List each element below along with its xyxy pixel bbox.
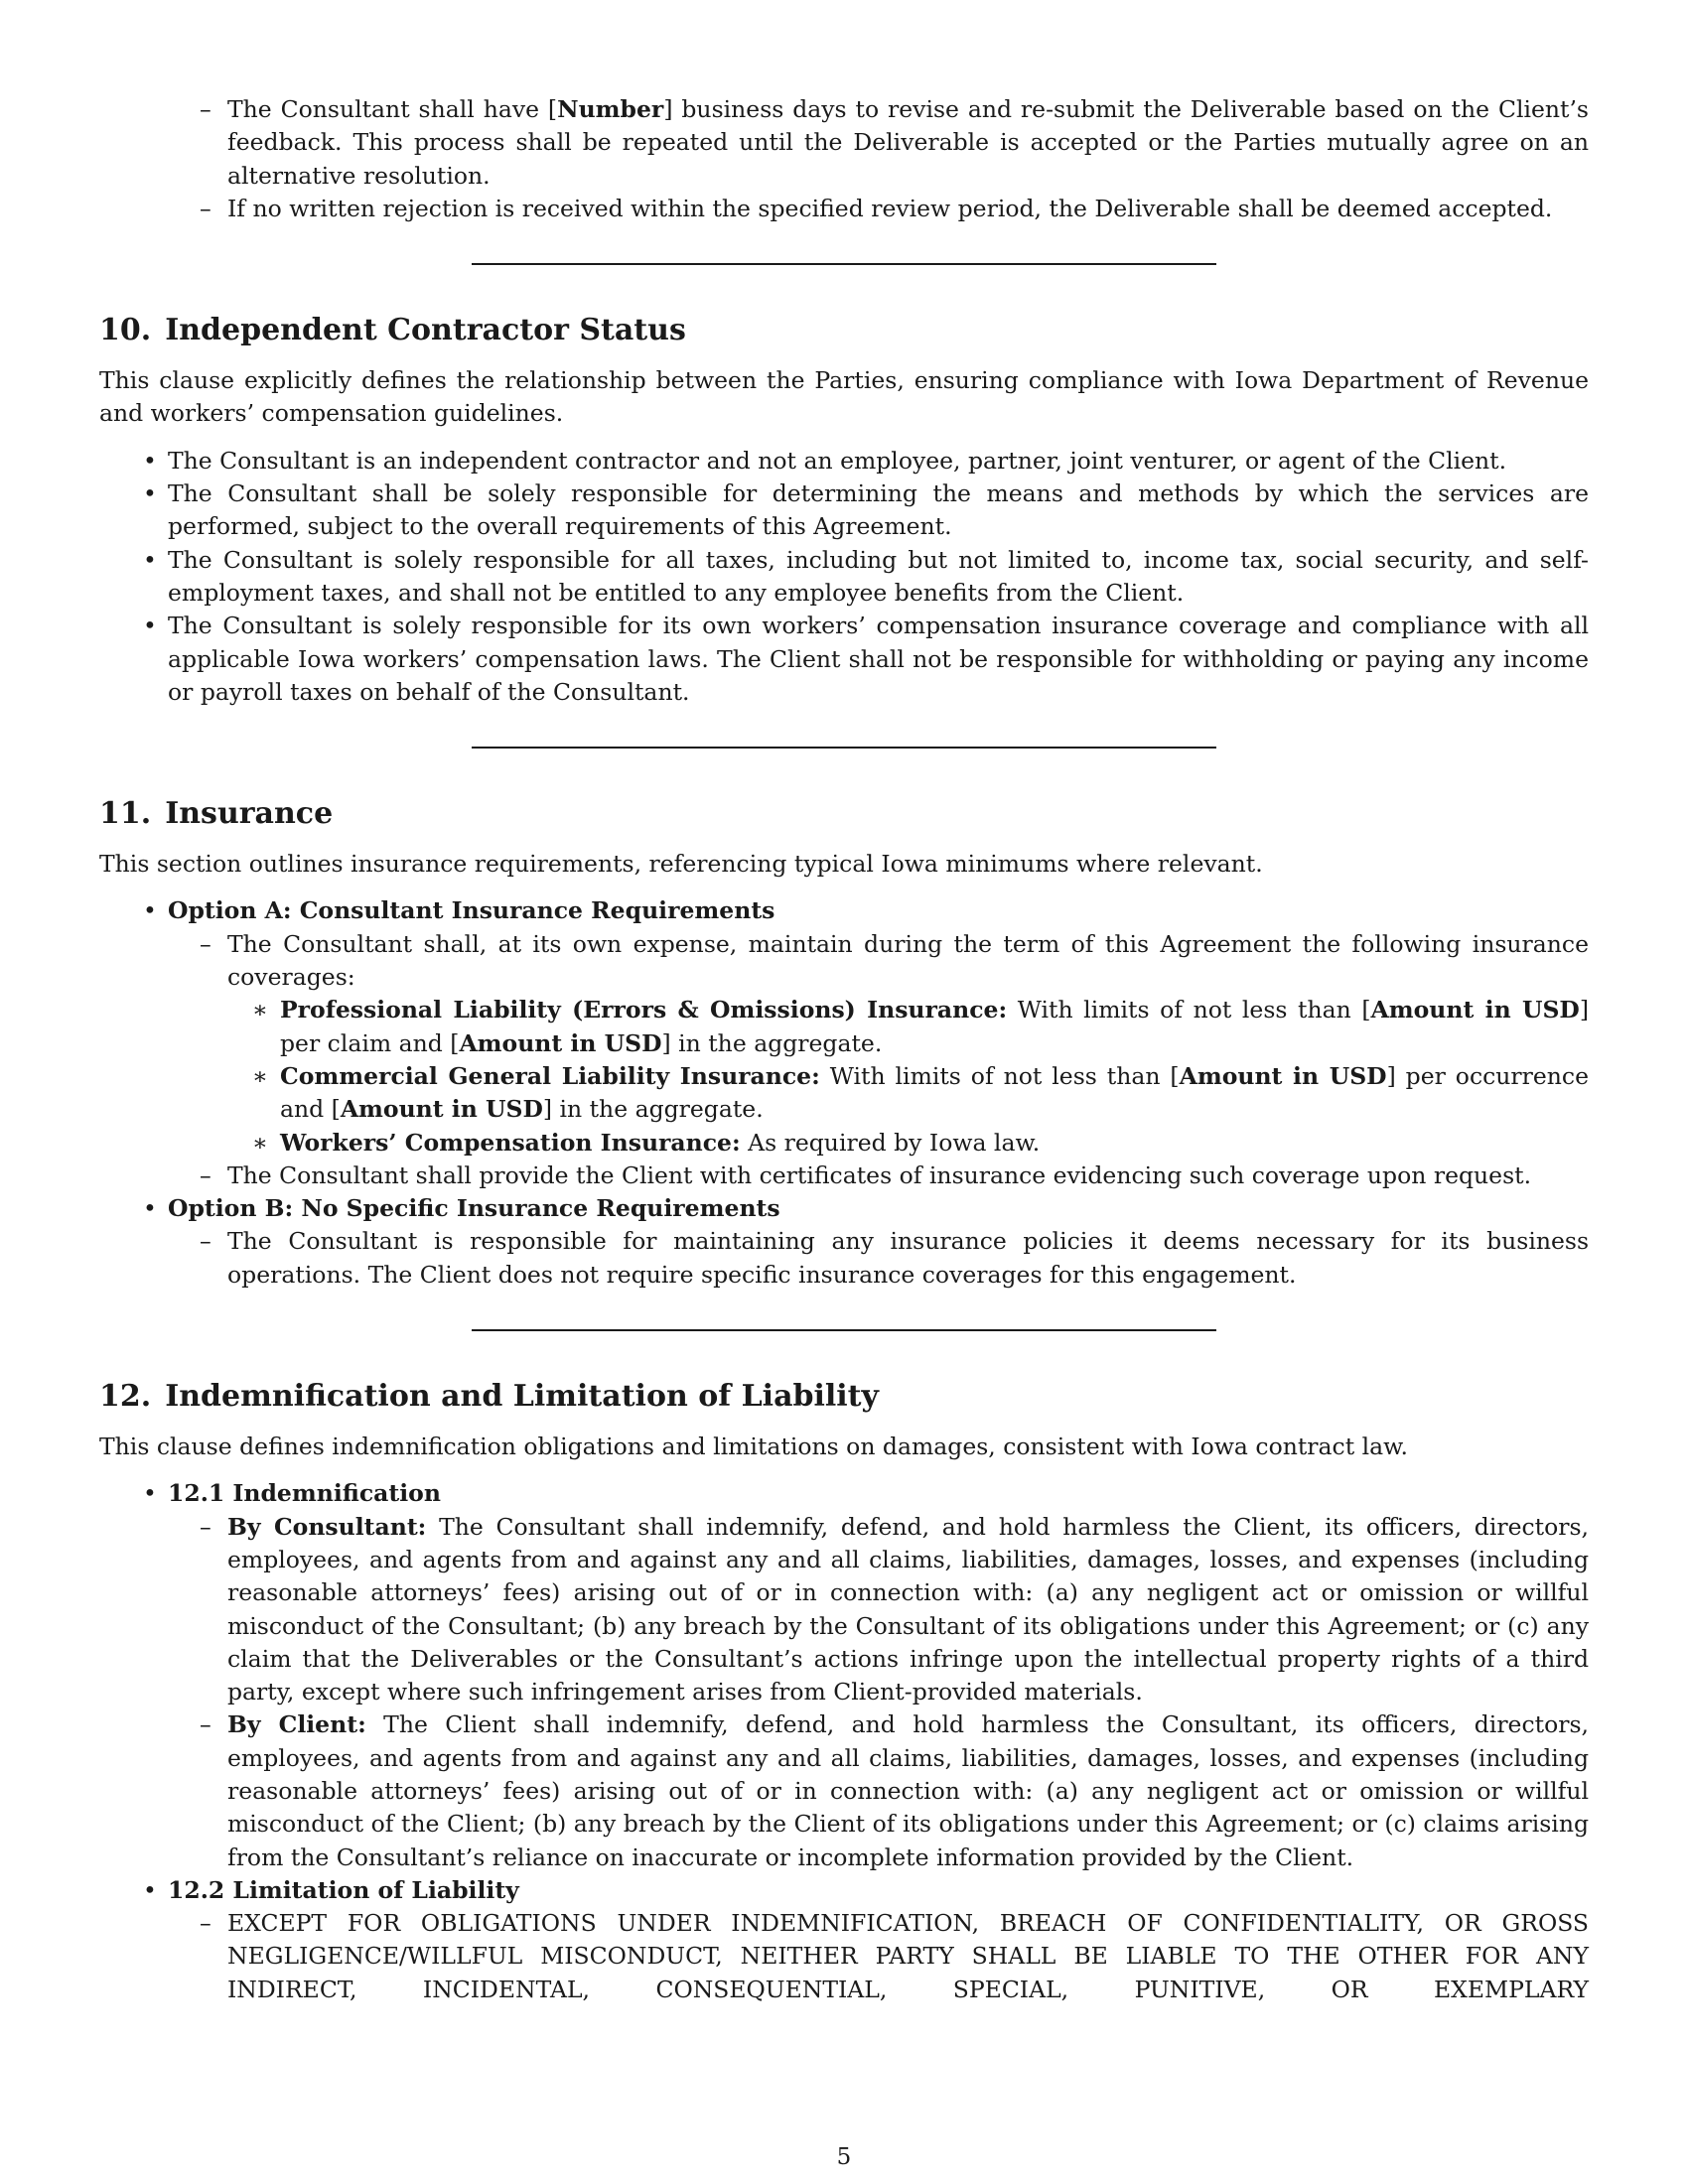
list-item: • Option B: No Specific Insurance Requirements – The Consultant is responsible for maintaining any insurance policies it deems necessary for its business operations. The Client does not require specific insurance coverages for this engagement. — [168, 1192, 1589, 1292]
section-divider — [472, 747, 1216, 749]
list-item: – The Consultant is responsible for maintaining any insurance policies it deems necessary for its business operations. The Client does not require specific insurance coverages for this engagement. — [227, 1225, 1589, 1292]
indemnification-list — [168, 1477, 1589, 2006]
list-item: • The Consultant is an independent contractor and not an employee, partner, joint venturer, or agent of the Client. — [168, 445, 1589, 478]
contractor-status-list — [168, 445, 1589, 709]
section-intro: This clause defines indemnification obligations and limitations on damages, consistent with Iowa contract law. — [99, 1433, 1408, 1461]
list-item: • The Consultant shall be solely responsible for determining the means and methods by which the services are performed, subject to the overall requirements of this Agreement. — [168, 478, 1589, 544]
section-intro: This section outlines insurance requirements, referencing typical Iowa minimums where relevant. — [99, 850, 1263, 879]
list-item: – The Consultant shall, at its own expense, maintain during the term of this Agreement the following insurance coverages: ∗ Professional Liability (Errors & Omissions) Insurance: With limits of not less than [Amount in USD] per claim and [Amount in USD] in the aggregate. ∗ Commercial General Liability Insurance: With limits of not less than [Amount in USD] per occurrence and [Amount in USD] in the aggregate. ∗ Workers’ Compensation Insurance: As required by Iowa law. — [227, 928, 1589, 1160]
page-number: 5 — [836, 2144, 852, 2170]
list-item: ∗ Workers’ Compensation Insurance: As required by Iowa law. — [280, 1127, 1589, 1160]
deliverable-review-list — [227, 93, 1589, 225]
list-item: – The Consultant shall have [Number] business days to revise and re-submit the Deliverable based on the Client’s feedback. This process shall be repeated until the Deliverable is accepted or the Parties mutually agree on an alternative resolution. — [227, 93, 1589, 193]
document-page — [99, 93, 1589, 2006]
list-item: – EXCEPT FOR OBLIGATIONS UNDER INDEMNIFICATION, BREACH OF CONFIDENTIALITY, OR GROSS NEGLIGENCE/WILLFUL MISCONDUCT, NEITHER PARTY SHALL BE LIABLE TO THE OTHER FOR ANY INDIRECT, INCIDENTAL, CONSEQUENTIAL, SPECIAL, PUNITIVE, OR EXEMPLARY — [227, 1907, 1589, 2006]
section-divider — [472, 1329, 1216, 1331]
section-heading-11: 11. Insurance — [99, 796, 334, 832]
section-divider — [472, 263, 1216, 265]
insurance-options-list — [168, 894, 1589, 1292]
list-item: • The Consultant is solely responsible for its own workers’ compensation insurance coverage and compliance with all applicable Iowa workers’ compensation laws. The Client shall not be responsible for withholding or paying any income or payroll taxes on behalf of the Consultant. — [168, 610, 1589, 709]
list-item: • 12.1 Indemnification – By Consultant: The Consultant shall indemnify, defend, and hold harmless the Client, its officers, directors, employees, and agents from and against any and all claims, liabilities, damages, losses, and expenses (including reasonable attorneys’ fees) arising out of or in connection with: (a) any negligent act or omission or willful misconduct of the Consultant; (b) any breach by the Consultant of its obligations under this Agreement; or (c) any claim that the Deliverables or the Consultant’s actions infringe upon the intellectual property rights of a third party, except where such infringement arises from Client-provided materials. – By Client: The Client shall indemnify, defend, and hold harmless the Consultant, its officers, directors, employees, and agents from and against any and all claims, liabilities, damages, losses, and expenses (including reasonable attorneys’ fees) arising out of or in connection with: (a) any negligent act or omission or willful misconduct of the Client; (b) any breach by the Client of its obligations under this Agreement; or (c) claims arising from the Consultant’s reliance on inaccurate or incomplete information provided by the Client. — [168, 1477, 1589, 1874]
list-item: • Option A: Consultant Insurance Requirements – The Consultant shall, at its own expense, maintain during the term of this Agreement the following insurance coverages: ∗ Professional Liability (Errors & Omissions) Insurance: With limits of not less than [Amount in USD] per claim and [Amount in USD] in the aggregate. ∗ Commercial General Liability Insurance: With limits of not less than [Amount in USD] per occurrence and [Amount in USD] in the aggregate. ∗ Workers’ Compensation Insurance: As required by Iowa law. – The Consultant shall provide the Client with certificates of insurance evidencing such coverage upon request. — [168, 894, 1589, 1192]
section-heading-10: 10. Independent Contractor Status — [99, 313, 686, 348]
list-item: • 12.2 Limitation of Liability – EXCEPT FOR OBLIGATIONS UNDER INDEMNIFICATION, BREACH OF CONFIDENTIALITY, OR GROSS NEGLIGENCE/WILLFUL MISCONDUCT, NEITHER PARTY SHALL BE LIABLE TO THE OTHER FOR ANY INDIRECT, INCIDENTAL, CONSEQUENTIAL, SPECIAL, PUNITIVE, OR EXEMPLARY — [168, 1874, 1589, 2006]
list-item: ∗ Commercial General Liability Insurance: With limits of not less than [Amount in USD] per occurrence and [Amount in USD] in the aggregate. — [280, 1060, 1589, 1127]
section-intro: This clause explicitly defines the relationship between the Parties, ensuring compliance with Iowa Department of Revenue and workers’ compensation guidelines. — [99, 366, 1589, 428]
section-heading-12: 12. Indemnification and Limitation of Liability — [99, 1379, 879, 1415]
list-item: – If no written rejection is received within the specified review period, the Deliverable shall be deemed accepted. — [227, 193, 1589, 225]
list-item: – The Consultant shall provide the Client with certificates of insurance evidencing such coverage upon request. — [227, 1160, 1589, 1192]
list-item: • The Consultant is solely responsible for all taxes, including but not limited to, income tax, social security, and self-employment taxes, and shall not be entitled to any employee benefits from the Client. — [168, 544, 1589, 611]
list-item: – By Consultant: The Consultant shall indemnify, defend, and hold harmless the Client, its officers, directors, employees, and agents from and against any and all claims, liabilities, damages, losses, and expenses (including reasonable attorneys’ fees) arising out of or in connection with: (a) any negligent act or omission or willful misconduct of the Consultant; (b) any breach by the Consultant of its obligations under this Agreement; or (c) any claim that the Deliverables or the Consultant’s actions infringe upon the intellectual property rights of a third party, except where such infringement arises from Client-provided materials. — [227, 1511, 1589, 1709]
list-item: – By Client: The Client shall indemnify, defend, and hold harmless the Consultant, its officers, directors, employees, and agents from and against any and all claims, liabilities, damages, losses, and expenses (including reasonable attorneys’ fees) arising out of or in connection with: (a) any negligent act or omission or willful misconduct of the Client; (b) any breach by the Client of its obligations under this Agreement; or (c) claims arising from the Consultant’s reliance on inaccurate or incomplete information provided by the Client. — [227, 1708, 1589, 1873]
list-item: ∗ Professional Liability (Errors & Omissions) Insurance: With limits of not less than [Amount in USD] per claim and [Amount in USD] in the aggregate. — [280, 994, 1589, 1060]
